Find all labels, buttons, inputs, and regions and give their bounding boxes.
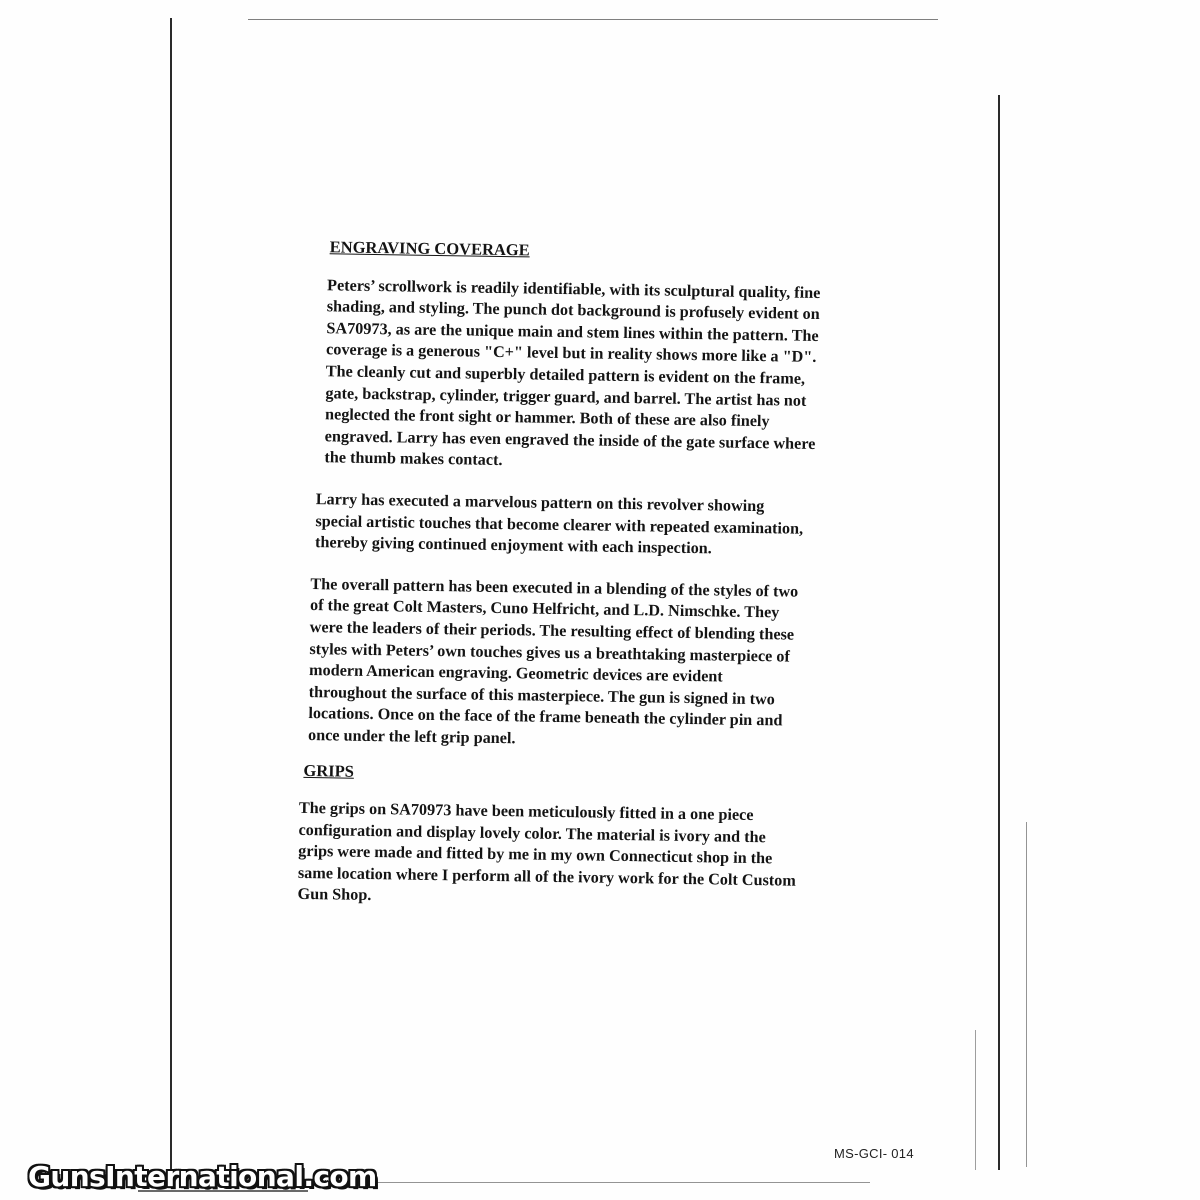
paragraph-overall-pattern: The overall pattern has been executed in a blending of the styles of two of the great Colt Masters, Cuno Helfricht, and L.D. Nimschke. They were the leaders of their periods. The resulting effect of blending these styles with Peters’ own touches gives us a breathtaking masterpiece of modern American engraving. Geometric devices are evident throughout the surface of this masterpiece. The gun is signed in two locations. Once on the face of the frame beneath the cylinder pin and once under the left grip panel. — [307, 574, 799, 748]
scan-edge-right-inner — [975, 1030, 976, 1170]
scan-edge-right — [998, 95, 1000, 1170]
scan-edge-left — [170, 18, 172, 1188]
section-heading-grips: GRIPS — [303, 761, 355, 782]
scan-edge-far-right — [1026, 822, 1027, 1167]
paragraph-marvelous-pattern: Larry has executed a marvelous pattern on this revolver showing special artistic touches that become clearer with repeated examination, thereby giving continued enjoyment with each inspection. — [314, 490, 804, 558]
page-code: MS-GCI- 014 — [834, 1146, 914, 1161]
section-heading-engraving: ENGRAVING COVERAGE — [329, 237, 530, 260]
scan-edge-bottom-inner — [330, 1182, 870, 1183]
watermark-logo: GunsInternational.com — [28, 1159, 377, 1193]
scan-edge-top — [248, 19, 938, 20]
document-body — [297, 230, 872, 915]
paragraph-grips: The grips on SA70973 have been meticulously fitted in a one piece configuration and display lovely color. The material is ivory and the grips were made and fitted by me in my own Connecticut shop in the same location where I perform all of the ivory work for the Colt Custom Gun Shop. — [297, 798, 796, 905]
paragraph-scrollwork: Peters’ scrollwork is readily identifiable, with its sculptural quality, fine shading, and styling. The punch dot background is profusely evident on SA70973, as are the unique main and stem lines within the pattern. The coverage is a generous "C+" level but in reality shows more like a "D". The cleanly cut and superbly detailed pattern is evident on the frame, gate, backstrap, cylinder, trigger guard, and barrel. The artist has not neglected the front sight or hammer. Both of these are also finely engraved. Larry has even engraved the inside of the gate surface where the thumb makes contact. — [324, 275, 821, 470]
